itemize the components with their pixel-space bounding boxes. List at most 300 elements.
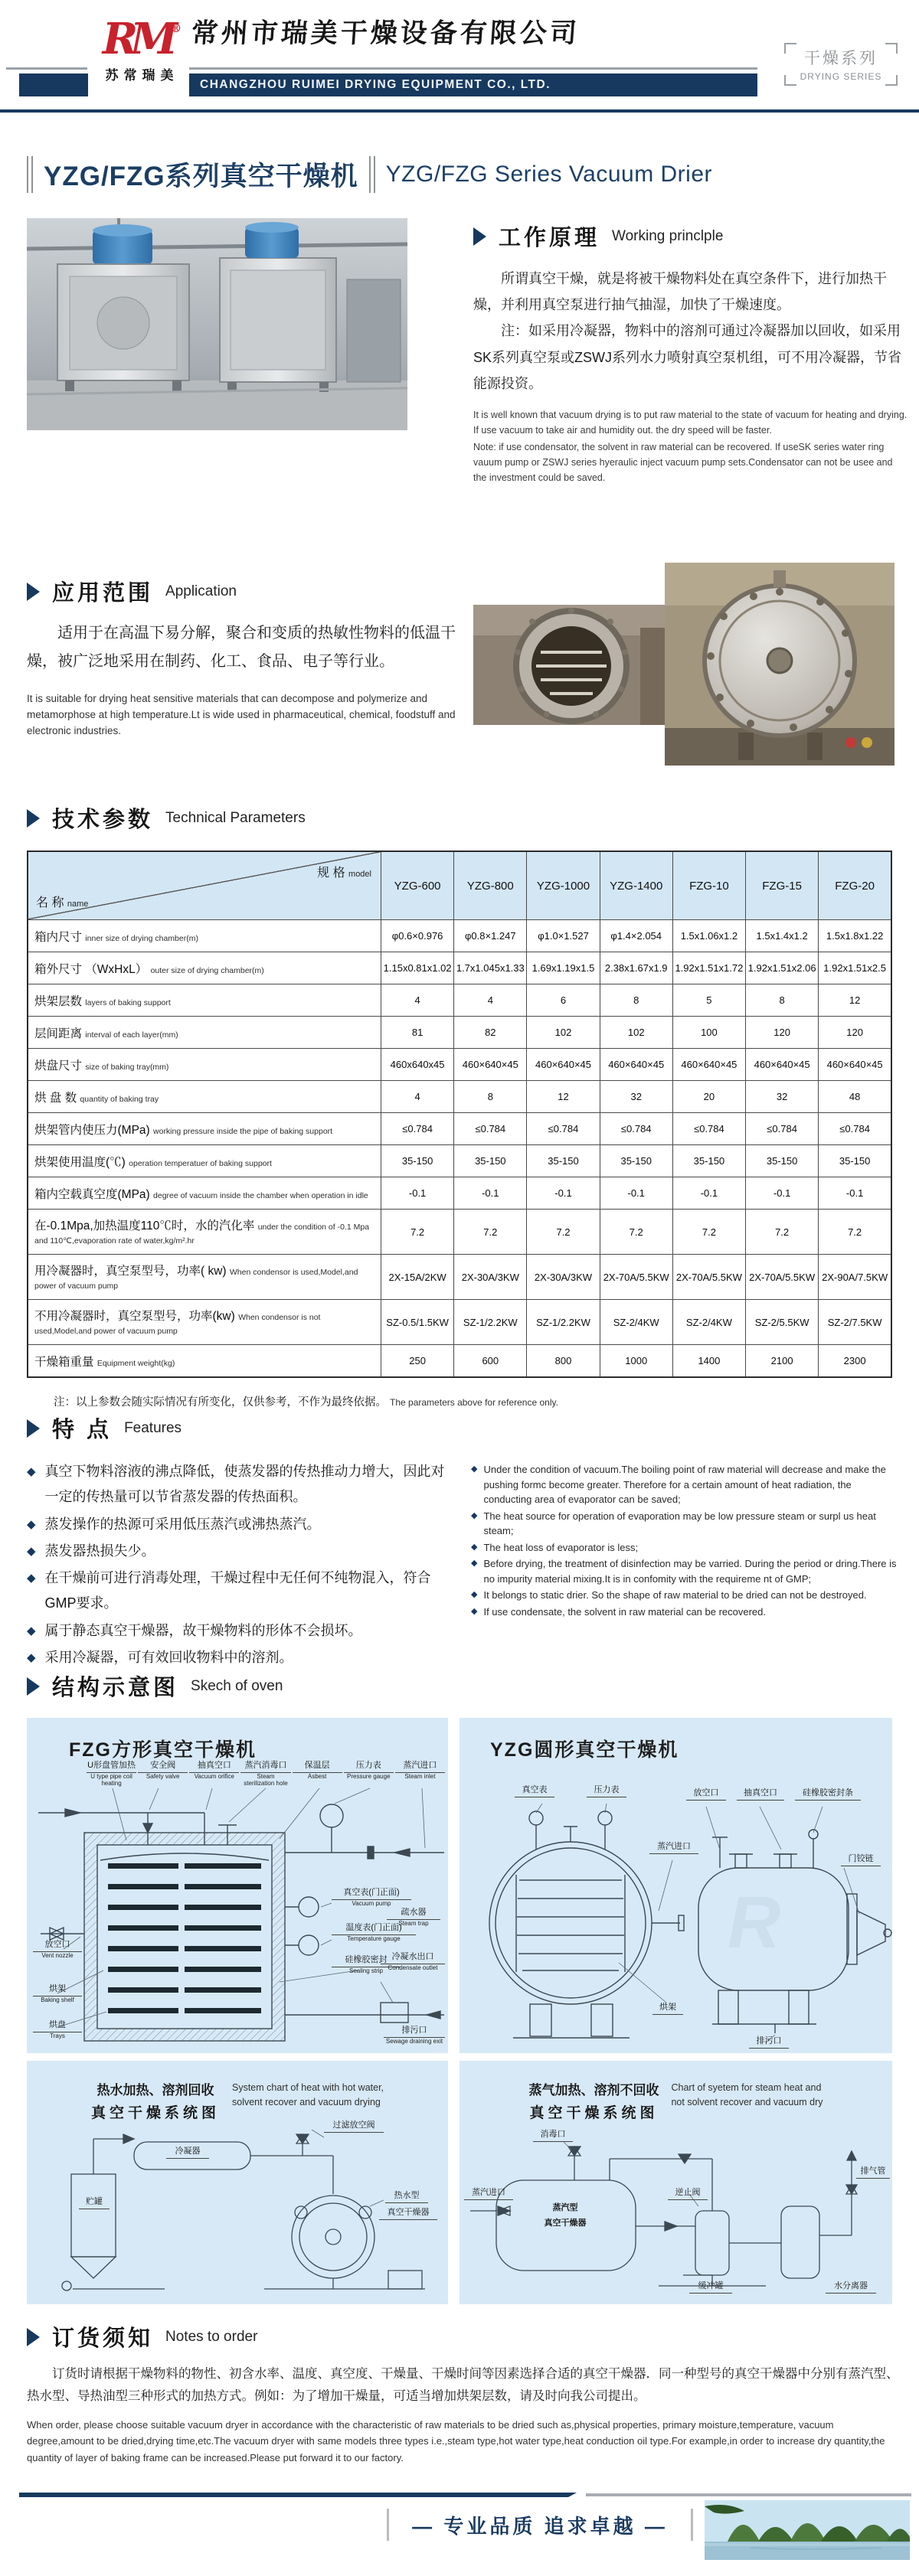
- param-name-en: working pressure inside the pipe of baking support: [153, 1126, 333, 1136]
- param-value: 7.2: [527, 1210, 600, 1255]
- param-row: [28, 1017, 891, 1049]
- diagram-label: 门铰链: [841, 1854, 881, 1866]
- workshop-photo-graphic: [27, 218, 407, 430]
- feature-text-zh: 真空下物料溶液的沸点降低，使蒸发器的传热推动力增大，因此对一定的传热量可以节省蒸发器的传热面积。: [44, 1464, 445, 1505]
- sketch-section: [27, 1670, 892, 2290]
- bracket-corner: [784, 75, 796, 86]
- param-value: 1400: [672, 1345, 745, 1378]
- diagram-label: 蒸汽进口: [464, 2188, 513, 2200]
- param-value: 35-150: [527, 1145, 600, 1177]
- product-photo-workshop: [27, 218, 407, 430]
- param-row: [28, 1049, 891, 1081]
- feature-text-zh: 蒸发器热损失少。: [44, 1543, 155, 1559]
- param-value: 460×640×45: [672, 1049, 745, 1081]
- param-name-en: When condensor is used,Model,and power of vacuum pump: [34, 1268, 358, 1291]
- param-value: 2X-70A/5.5KW: [672, 1255, 745, 1300]
- diagram-label: 蒸汽进口: [649, 1842, 698, 1854]
- diagram-label-en: Asbest: [307, 1772, 327, 1780]
- diagram-label: 疏水器 Steam trap: [387, 1908, 440, 1927]
- diagram-label-zh: 蒸汽消毒口: [240, 1761, 290, 1773]
- feature-item-en: [471, 1509, 900, 1539]
- fzg-diagram-panel: [27, 1718, 448, 2053]
- param-value: 4: [454, 984, 527, 1017]
- diagram-label-zh: 抽真空口: [189, 1761, 239, 1773]
- param-row: [28, 1255, 891, 1300]
- param-value: 82: [454, 1017, 527, 1049]
- param-row-label: [28, 952, 381, 984]
- notes-zh: 订货时请根据干燥物料的物性、初含水率、温度、真空度、干燥量、干燥时间等因素选择合适的真空干燥器．同一种型号的真空干燥器中分别有蒸汽型、热水型、导热油型三种形式的加热方式。例如：为了增加干燥量，可适当增加烘架层数，请及时向我公司提出。: [27, 2367, 899, 2403]
- diagram-label-zh: 保温层: [293, 1761, 342, 1773]
- feature-item-zh: [27, 1512, 450, 1537]
- diagram-label-en: Steam sterilization hole: [244, 1772, 288, 1788]
- param-value: φ1.4×2.054: [600, 920, 672, 952]
- diagram-label: 水分离器: [826, 2281, 876, 2294]
- param-row-label: [28, 920, 381, 952]
- sys1-title-zh2: 真空干燥系统图: [90, 2105, 220, 2121]
- application-zh: 适用于在高温下易分解，聚合和变质的热敏性物料的低温干燥，被广泛地采用在制药、化工、食品、电子等行业。: [27, 625, 456, 670]
- param-value: 2100: [746, 1345, 819, 1378]
- section-title-en: Application: [165, 583, 237, 599]
- diagram-label: 烘盘 Trays: [33, 2020, 82, 2039]
- diagram-label: 缓冲罐: [689, 2281, 732, 2294]
- feature-item-en: [471, 1540, 900, 1556]
- param-value: ≤0.784: [381, 1113, 454, 1145]
- param-value: 4: [381, 1081, 454, 1113]
- feature-text-zh: 采用冷凝器，可有效回收物料中的溶剂。: [44, 1650, 293, 1666]
- section-title-zh: 技术参数: [52, 808, 154, 832]
- diamond-bullet-icon: ◆: [471, 1606, 478, 1616]
- param-value: ≤0.784: [819, 1113, 891, 1145]
- diagram-label: 贮罐: [79, 2197, 110, 2209]
- features-list-en: [471, 1459, 900, 1672]
- diagram-label: 真空表: [515, 1785, 554, 1797]
- section-title-zh: 订货须知: [52, 2326, 154, 2351]
- param-value: -0.1: [746, 1177, 819, 1210]
- slogan-text: — 专业品质 追求卓越 —: [412, 2514, 668, 2538]
- diagram-label: 烘架 Baking shelf: [33, 1984, 82, 2003]
- param-row: [28, 984, 891, 1017]
- param-value: 8: [600, 984, 672, 1017]
- param-value: -0.1: [527, 1177, 600, 1210]
- param-row-label: [28, 1300, 381, 1345]
- section-title-en: Notes to order: [165, 2328, 258, 2345]
- diagram-label: 放空口: [686, 1788, 726, 1801]
- param-name-en: interval of each layer(mm): [85, 1030, 178, 1040]
- param-row: [28, 1300, 891, 1345]
- product-photo-open-chamber: [473, 605, 674, 725]
- section-arrow-icon: [27, 1419, 40, 1438]
- footer-rule-navy: [19, 2493, 577, 2497]
- logo-subtext: 苏常瑞美: [105, 68, 179, 83]
- system-chart-2-title: [460, 2079, 892, 2122]
- param-value: 4: [381, 984, 454, 1017]
- feature-item-zh: [27, 1459, 450, 1510]
- param-row: [28, 1113, 891, 1145]
- param-value: 460×640×45: [746, 1049, 819, 1081]
- company-name-zh: 常州市瑞美干燥设备有限公司: [190, 18, 581, 49]
- table-note-en: The parameters above for reference only.: [390, 1397, 558, 1408]
- param-value: 1.92x1.51x1.72: [672, 952, 745, 984]
- diagram-label: 硅橡胶密封 Sealing strip: [332, 1955, 401, 1974]
- yzg-diagram-panel: [460, 1718, 892, 2053]
- diamond-bullet-icon: ◆: [471, 1559, 478, 1568]
- param-row-label: [28, 1049, 381, 1081]
- diamond-bullet-icon: ◆: [27, 1517, 36, 1531]
- round-dryer-photo-graphic: [665, 563, 894, 766]
- param-value: -0.1: [454, 1177, 527, 1210]
- feature-text-zh: 在干燥前可进行消毒处理，干燥过程中无任何不纯物混入，符合GMP要求。: [44, 1570, 431, 1611]
- slogan-bar: [387, 2509, 389, 2541]
- param-name-en: degree of vacuum inside the chamber when operation in idle: [153, 1190, 368, 1200]
- param-value: ≤0.784: [527, 1113, 600, 1145]
- param-value: 100: [672, 1017, 745, 1049]
- param-name-zh: 烘架使用温度(℃): [34, 1155, 129, 1169]
- param-name-zh: 烘 盘 数: [34, 1091, 80, 1105]
- title-bar-icon: [369, 156, 375, 193]
- param-value: ≤0.784: [454, 1113, 527, 1145]
- param-value: 1000: [600, 1345, 672, 1378]
- yzg-diagram-title: YZG圆形真空干燥机: [490, 1739, 679, 1761]
- diagram-label-en: Steam inlet: [404, 1772, 436, 1780]
- bracket-corner: [885, 75, 898, 86]
- sys2-title-zh2: 真空干燥系统图: [529, 2105, 659, 2121]
- model-column-header: FZG-15: [746, 851, 819, 920]
- param-name-en: inner size of drying chamber(m): [85, 933, 198, 943]
- param-name-en: quantity of baking tray: [80, 1094, 159, 1104]
- diagram-label-zh: 蒸汽进口: [395, 1761, 445, 1773]
- table-note-zh: 注：以上参数会随实际情况有所变化，仅供参考，不作为最终依据。: [54, 1396, 387, 1409]
- series-label-zh: 干燥系列: [804, 50, 878, 67]
- table-note: [27, 1393, 892, 1409]
- param-value: 35-150: [381, 1145, 454, 1177]
- diagram-label: 蒸汽型: [552, 2203, 578, 2212]
- parameters-heading: [27, 802, 892, 834]
- param-name-zh: 干燥箱重量: [34, 1355, 97, 1369]
- registered-mark-icon: ®: [170, 21, 182, 35]
- param-value: -0.1: [819, 1177, 891, 1210]
- param-name-zh: 箱外尺寸 （WxHxL）: [34, 962, 151, 976]
- title-bar-icon: [27, 156, 33, 193]
- param-value: 2X-15A/2KW: [381, 1255, 454, 1300]
- diagram-label: 真空干燥器: [544, 2218, 587, 2228]
- param-value: 2X-90A/7.5KW: [819, 1255, 891, 1300]
- divider: [6, 67, 87, 70]
- feature-text-en: If use condensate, the solvent in raw material can be recovered.: [483, 1605, 767, 1618]
- param-name-en: size of baking tray(mm): [85, 1062, 169, 1072]
- param-value: 1.5x1.4x1.2: [746, 920, 819, 952]
- param-value: 35-150: [600, 1145, 672, 1177]
- param-value: SZ-2/7.5KW: [819, 1300, 891, 1345]
- sys2-title-zh1: 蒸气加热、溶剂不回收: [528, 2083, 659, 2098]
- landscape-photo-graphic: [705, 2500, 910, 2560]
- section-arrow-icon: [27, 583, 40, 601]
- working-principle-en-p1: It is well known that vacuum drying is to put raw material to the state of vacuum for heating and drying. If use vacuum to take air and humidity out. the dry speed will be faster.: [473, 409, 908, 436]
- param-name-en: layers of baking support: [85, 997, 171, 1007]
- param-value: 12: [819, 984, 891, 1017]
- header-accent-block: [19, 73, 88, 96]
- param-value: 5: [672, 984, 745, 1017]
- model-column-header: FZG-20: [819, 851, 891, 920]
- param-value: 7.2: [454, 1210, 527, 1255]
- diamond-bullet-icon: ◆: [471, 1510, 478, 1520]
- param-name-en: When condensor is not used,Model,and power of vacuum pump: [34, 1313, 321, 1336]
- bracket-corner: [784, 43, 796, 54]
- section-title-zh: 特 点: [52, 1418, 113, 1442]
- param-value: 460×640×45: [819, 1049, 891, 1081]
- model-column-header: YZG-600: [381, 851, 454, 920]
- param-value: 12: [527, 1081, 600, 1113]
- section-title-zh: 工作原理: [499, 226, 600, 250]
- param-name-zh: 层间距离: [34, 1027, 86, 1040]
- section-title-en: Skech of oven: [191, 1677, 283, 1694]
- system-chart-2-drawing: [460, 2121, 892, 2301]
- section-arrow-icon: [27, 2328, 40, 2346]
- param-row: [28, 1177, 891, 1210]
- feature-item-zh: [27, 1618, 450, 1644]
- section-title-en: Working princlple: [612, 227, 724, 244]
- param-name-en: under the condition of -0.1 Mpa and 110℃,evaporation rate of water,kg/m².hr: [34, 1223, 370, 1246]
- application-en: It is suitable for drying heat sensitive materials that can decompose and polymerize and metamorphose at high temperature.Lt is wide used in pharmaceutical, chemical, foodstuff and electronic industries.: [27, 693, 456, 736]
- param-value: 250: [381, 1345, 454, 1378]
- feature-text-en: Under the condition of vacuum.The boiling point of raw material will decrease and make the pushing formc become greater. Therefore for a certain amount of heat radiation, the conducting area of evaporator can be saved;: [483, 1464, 886, 1505]
- features-section: [27, 1412, 900, 1672]
- param-row-label: [28, 1145, 381, 1177]
- diagram-label-zh: 压力表: [344, 1761, 394, 1773]
- param-value: 2X-70A/5.5KW: [600, 1255, 672, 1300]
- param-value: -0.1: [381, 1177, 454, 1210]
- feature-item-zh: [27, 1539, 450, 1564]
- diamond-bullet-icon: ◆: [27, 1544, 36, 1558]
- slogan-bar: [691, 2509, 693, 2541]
- param-value: SZ-0.5/1.5KW: [381, 1300, 454, 1345]
- param-value: φ0.6×0.976: [381, 920, 454, 952]
- param-value: 1.69x1.19x1.5: [527, 952, 600, 984]
- feature-text-en: The heat loss of evaporator is less;: [483, 1541, 639, 1553]
- param-value: SZ-1/2.2KW: [454, 1300, 527, 1345]
- diagram-label-zh: 安全阀: [138, 1761, 188, 1773]
- diagram-label: 排污口 Sewage draining exit: [384, 2026, 445, 2045]
- fzg-diagram-drawing: [27, 1718, 448, 2053]
- param-row: [28, 1210, 891, 1255]
- param-value: 6: [527, 984, 600, 1017]
- param-value: 460x640x45: [381, 1049, 454, 1081]
- param-row-label: [28, 1113, 381, 1145]
- param-name-zh: 烘架层数: [34, 994, 86, 1008]
- section-title-zh: 结构示意图: [52, 1676, 179, 1700]
- param-value: SZ-1/2.2KW: [527, 1300, 600, 1345]
- feature-text-en: It belongs to static drier. So the shape of raw material to be dried can not be destroyed.: [483, 1589, 867, 1601]
- param-value: 32: [746, 1081, 819, 1113]
- param-value: ≤0.784: [746, 1113, 819, 1145]
- diagram-label: 过滤放空阀: [324, 2121, 384, 2133]
- page-title-zh: YZG/FZG系列真空干燥机: [44, 162, 358, 191]
- table-header-row: [28, 851, 891, 920]
- working-principle-zh-p2: 注：如采用冷凝器，物料中的溶剂可通过冷凝器加以回收，如采用SK系列真空泵或ZSWJ系列水力喷射真空泵机组，可不用冷凝器，节省能源投资。: [473, 323, 901, 391]
- param-name-en: operation temperatuer of baking support: [129, 1158, 272, 1168]
- param-value: 2300: [819, 1345, 891, 1378]
- page-header: [0, 0, 919, 113]
- param-name-zh: 在-0.1Mpa,加热温度110℃时，水的汽化率: [34, 1219, 258, 1232]
- diagram-label: 硅橡胶密封条: [795, 1788, 861, 1801]
- diamond-bullet-icon: ◆: [27, 1624, 36, 1637]
- diagram-label: 放空口 Vent nozzle: [33, 1940, 82, 1959]
- system-chart-hot-water-panel: [27, 2061, 448, 2304]
- corner-label-model: 规 格 model: [317, 867, 371, 880]
- param-name-zh: 烘架管内使压力(MPa): [34, 1123, 154, 1137]
- param-value: 7.2: [819, 1210, 891, 1255]
- param-row-label: [28, 1210, 381, 1255]
- sketch-heading: [27, 1670, 892, 1702]
- param-value: SZ-2/4KW: [672, 1300, 745, 1345]
- application-heading: [27, 576, 467, 607]
- diamond-bullet-icon: ◆: [27, 1465, 36, 1478]
- param-row: [28, 920, 891, 952]
- footer-slogan: [387, 2509, 693, 2541]
- param-value: ≤0.784: [600, 1113, 672, 1145]
- param-name-en: Equipment weight(kg): [96, 1358, 175, 1368]
- feature-text-en: The heat source for operation of evaporation may be low pressure steam or surpl us heat steam;: [483, 1510, 876, 1536]
- param-value: 1.7x1.045x1.33: [454, 952, 527, 984]
- param-name-en: outer size of drying chamber(m): [150, 965, 264, 975]
- footer-rule-gray: [586, 2493, 911, 2496]
- param-value: -0.1: [600, 1177, 672, 1210]
- page-title: [27, 155, 712, 194]
- fzg-diagram-title: FZG方形真空干燥机: [69, 1739, 257, 1761]
- system-chart-1-title: [27, 2079, 448, 2122]
- diamond-bullet-icon: ◆: [27, 1572, 36, 1585]
- features-heading: [27, 1412, 900, 1444]
- param-value: SZ-2/5.5KW: [746, 1300, 819, 1345]
- diagram-label-en: U type pipe coil heating: [90, 1772, 132, 1788]
- param-value: ≤0.784: [672, 1113, 745, 1145]
- diamond-bullet-icon: ◆: [27, 1651, 36, 1665]
- param-value: 48: [819, 1081, 891, 1113]
- page-title-en: YZG/FZG Series Vacuum Drier: [385, 162, 713, 187]
- param-value: 7.2: [672, 1210, 745, 1255]
- feature-item-zh: [27, 1645, 450, 1670]
- param-name-zh: 用冷凝器时，真空泵型号，功率( kw): [34, 1265, 230, 1278]
- diagram-label-zh: U形盘管加热: [87, 1761, 136, 1773]
- footer-landscape-photo: [705, 2500, 910, 2560]
- open-chamber-photo-graphic: [473, 605, 674, 725]
- diagram-label: 逆止阀: [668, 2188, 708, 2200]
- param-row-label: [28, 1255, 381, 1300]
- feature-item-en: [471, 1556, 900, 1586]
- section-arrow-icon: [473, 227, 486, 246]
- system-chart-steam-panel: [460, 2061, 892, 2304]
- param-row-label: [28, 1081, 381, 1113]
- section-arrow-icon: [27, 1677, 40, 1696]
- notes-to-order-section: [27, 2321, 900, 2466]
- param-name-zh: 烘盘尺寸: [34, 1059, 86, 1073]
- diagram-label: 真空表(门正面) Vacuum pump: [332, 1888, 411, 1907]
- product-photo-round-dryer: [665, 563, 894, 766]
- diamond-bullet-icon: ◆: [471, 1464, 478, 1474]
- series-badge: [784, 43, 898, 86]
- param-value: 600: [454, 1345, 527, 1378]
- param-value: 7.2: [600, 1210, 672, 1255]
- param-value: 460×640×45: [454, 1049, 527, 1081]
- notes-en: When order, please choose suitable vacuum dryer in accordance with the characteristic of raw materials to be dried such as,physical properties, primary moisture,temperature, vacuum degree,amount to be dried,drying time,etc.The vacuum dryer with same models three types i.e.,steam type,hot water type,heat conduction oil type.For example,in order to increase dry quantity,the quantity of layer of baking frame can be increased.Please put forward it to our factory.: [27, 2418, 885, 2463]
- param-value: SZ-2/4KW: [600, 1300, 672, 1345]
- param-value: 1.15x0.81x1.02: [381, 952, 454, 984]
- param-value: 32: [600, 1081, 672, 1113]
- param-value: 35-150: [819, 1145, 891, 1177]
- param-row-label: [28, 1345, 381, 1378]
- param-value: -0.1: [672, 1177, 745, 1210]
- param-value: 2X-30A/3KW: [527, 1255, 600, 1300]
- working-principle-section: [473, 220, 908, 485]
- diagram-label-en: Pressure gauge: [347, 1772, 391, 1780]
- feature-text-zh: 蒸发操作的热源可采用低压蒸汽或沸热蒸汽。: [44, 1516, 321, 1532]
- diamond-bullet-icon: ◆: [471, 1590, 478, 1599]
- diamond-bullet-icon: ◆: [471, 1542, 478, 1552]
- param-value: 102: [600, 1017, 672, 1049]
- param-value: 20: [672, 1081, 745, 1113]
- sys1-title-zh1: 热水加热、溶剂回收: [96, 2083, 214, 2098]
- param-value: 8: [454, 1081, 527, 1113]
- param-value: 35-150: [672, 1145, 745, 1177]
- param-row-label: [28, 1017, 381, 1049]
- bracket-corner: [885, 43, 898, 54]
- param-row-label: [28, 1177, 381, 1210]
- param-value: 460×640×45: [600, 1049, 672, 1081]
- technical-parameters-section: [27, 802, 892, 1409]
- param-value: 120: [819, 1017, 891, 1049]
- param-row: [28, 952, 891, 984]
- application-section: [27, 576, 467, 739]
- sys1-title-en: System chart of heat with hot water, solvent recover and vacuum drying: [232, 2082, 384, 2107]
- diagram-label: 烘架: [652, 2003, 683, 2015]
- param-value: 800: [527, 1345, 600, 1378]
- diagram-label: 真空干燥器: [379, 2208, 437, 2220]
- param-name-zh: 不用冷凝器时，真空泵型号，功率(kw): [34, 1310, 239, 1323]
- param-value: φ1.0×1.527: [527, 920, 600, 952]
- corner-label-name: 名 称 name: [36, 896, 89, 909]
- param-value: 2.38x1.67x1.9: [600, 952, 672, 984]
- param-value: 1.5x1.06x1.2: [672, 920, 745, 952]
- param-value: 460×640×45: [527, 1049, 600, 1081]
- parameters-table: [27, 851, 892, 1378]
- feature-text-en: Before drying, the treatment of disinfection may be varried. During the period or dring.There is no impurity material mixing.It is in confomity with the requireme nt of GMP;: [483, 1558, 897, 1585]
- param-value: 35-150: [746, 1145, 819, 1177]
- param-value: 2X-30A/3KW: [454, 1255, 527, 1300]
- feature-text-zh: 属于静态真空干燥器，故干燥物料的形体不会损坏。: [44, 1622, 362, 1638]
- features-list-zh: [27, 1459, 450, 1672]
- feature-item-en: [471, 1588, 900, 1603]
- section-title-en: Features: [124, 1419, 182, 1436]
- diagram-label-en: Safety valve: [146, 1772, 180, 1780]
- model-column-header: FZG-10: [672, 851, 745, 920]
- diagram-label: 冷凝水出口 Condensate outlet: [381, 1952, 445, 1971]
- diagram-label: 排污口: [749, 2036, 789, 2049]
- diagram-label: 温度表(门正面) Temperature gauge: [332, 1923, 416, 1942]
- diagram-label: 排气管: [856, 2166, 890, 2179]
- feature-item-en: [471, 1605, 900, 1620]
- divider: [189, 67, 757, 70]
- param-value: 2X-70A/5.5KW: [746, 1255, 819, 1300]
- section-title-zh: 应用范围: [52, 581, 154, 606]
- model-column-header: YZG-800: [454, 851, 527, 920]
- logo-monogram: RM®: [102, 14, 182, 64]
- param-row-label: [28, 984, 381, 1017]
- param-value: 8: [746, 984, 819, 1017]
- notes-heading: [27, 2321, 900, 2352]
- working-principle-en-p2: Note: if use condensator, the solvent in raw material can be recovered. If useSK series water ring vauum pump or ZSWJ series hyeraulic inject vacuum pump sets.Condensator can not be usee and the investment could be saved.: [473, 441, 893, 483]
- param-value: 7.2: [746, 1210, 819, 1255]
- section-arrow-icon: [27, 809, 40, 828]
- diagram-label: 热水型: [385, 2191, 428, 2203]
